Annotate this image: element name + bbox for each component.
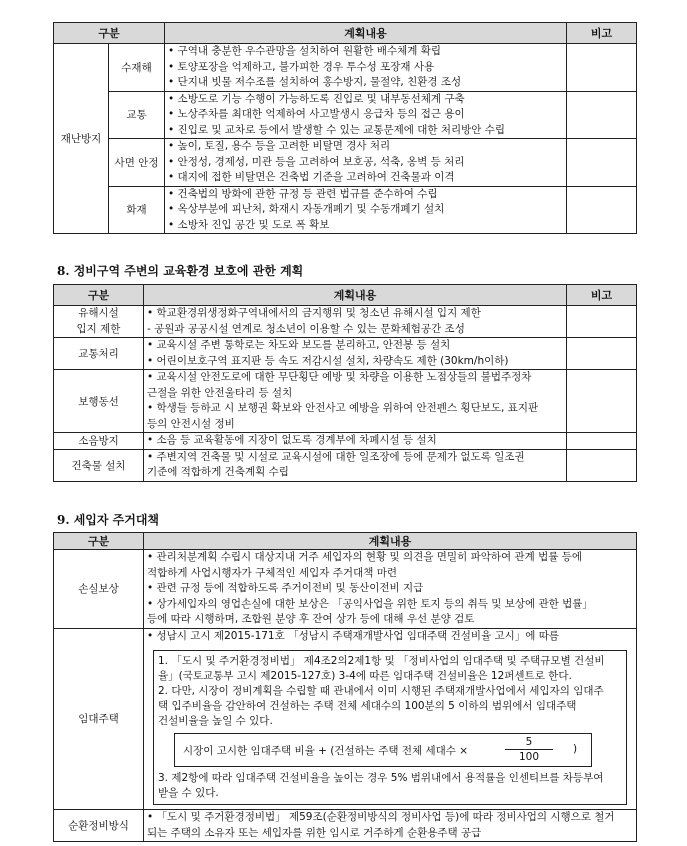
header-category: 구분 — [54, 23, 165, 44]
section-9-title: 9. 세입자 주거대책 — [57, 513, 160, 527]
plan-cell — [144, 810, 637, 842]
plan-line: 적합하게 사업시행자가 구체적인 세입자 주거대책 마련 — [147, 566, 397, 579]
category-cell: 순환정비방식 — [54, 810, 144, 842]
category-cell: 손실보상 — [54, 550, 144, 629]
plan-cell — [144, 433, 567, 450]
plan-line: • 관리처분계획 수립시 대상지내 거주 세입자의 현황 및 의견을 면밀히 파악하여 관계 법률 등에 — [147, 551, 583, 563]
plan-cell — [165, 91, 567, 139]
remarks-cell — [567, 370, 637, 433]
remarks-cell — [567, 139, 637, 187]
category-cell: 교통처리 — [54, 338, 144, 370]
plan-cell — [165, 139, 567, 187]
header-remarks: 비고 — [567, 23, 637, 44]
plan-line: • 「도시 및 주거환경정비법」 제59조(순환정비방식의 정비사업 등)에 따라 정비사업의 시행으로 철거 — [147, 811, 615, 823]
plan-line: • 높이, 토질, 용수 등을 고려한 비탈면 경사 처리 — [168, 140, 391, 152]
remarks-cell — [567, 306, 637, 338]
plan-cell — [165, 186, 567, 234]
plan-line: • 관련 규정 등에 적합하도록 주거이전비 및 동산이전비 지급 — [147, 582, 424, 594]
plan-cell — [144, 306, 567, 338]
plan-line: • 단지내 빗물 저수조를 설치하여 홍수방지, 물절약, 친환경 조성 — [168, 76, 462, 88]
regulation-line: 건설비율을 높일 수 있다. — [158, 715, 273, 727]
header-category: 구분 — [54, 533, 144, 550]
regulation-line: 1. 「도시 및 주거환경정비법」 제4조2의2제1항 및 「정비사업의 임대주택 및 주택규모별 건설비 — [158, 655, 605, 667]
plan-line: • 교육시설 주변 통학로는 차도와 보도를 분리하고, 안전봉 등 설치 — [147, 339, 451, 351]
category-cell: 보행동선 — [54, 370, 144, 433]
category-cell: 소음방지 — [54, 433, 144, 450]
plan-line: • 옥상부분에 피난처, 화재시 자동개폐기 및 수동개폐기 설치 — [168, 203, 445, 215]
plan-cell — [144, 370, 567, 433]
plan-line: 등에 따라 시행하며, 조합원 분양 후 잔여 상가 등에 대해 우선 분양 검토 — [147, 613, 475, 625]
header-remarks: 비고 — [567, 285, 637, 306]
plan-line: • 상가세입자의 영업손실에 대한 보상은 「공익사업을 위한 토지 등의 취득 및 보상에 관한 법률」 — [147, 597, 593, 610]
category-cell: 사면 안정 — [109, 139, 165, 187]
category-cell: 임대주택 — [54, 628, 144, 810]
remarks-cell — [567, 186, 637, 234]
category-cell — [54, 306, 144, 338]
plan-line: • 구역내 충분한 우수관망을 설치하여 원활한 배수체계 확립 — [168, 45, 442, 57]
plan-line: • 토양포장을 억제하고, 불가피한 경우 투수성 포장재 사용 — [168, 60, 435, 73]
formula-text: 시장이 고시한 임대주택 비율 + (건설하는 주택 전체 세대수 × — [183, 745, 469, 757]
regulation-line: 2. 다만, 시장이 정비계획을 수립할 때 관내에서 이미 시행된 주택재개발사업에서 세입자의 임대주 — [158, 685, 604, 697]
remarks-cell — [567, 91, 637, 139]
tenant-housing-table — [53, 532, 637, 842]
plan-line: • 소음 등 교육활동에 지장이 없도록 경계부에 차폐시설 등 설치 — [147, 434, 437, 446]
category-cell: 수재해 — [109, 44, 165, 92]
plan-line: • 학교환경위생정화구역내에서의 금지행위 및 청소년 유해시설 입지 제한 — [147, 307, 481, 319]
remarks-cell — [567, 433, 637, 450]
plan-line: • 소방도로 기능 수행이 가능하도록 진입로 및 내부동선체계 구축 — [168, 92, 465, 105]
header-plan: 계획내용 — [144, 285, 567, 306]
category-cell: 건축물 설치 — [54, 449, 144, 481]
plan-line: 기준에 적합하게 건축계획 수립 — [147, 466, 289, 478]
remarks-cell — [567, 338, 637, 370]
formula-close: ) — [573, 743, 578, 755]
category-cell: 화재 — [109, 186, 165, 234]
category-cell: 교통 — [109, 91, 165, 139]
plan-cell — [165, 44, 567, 92]
plan-line: • 교육시설 안전도로에 대한 무단횡단 예방 및 차량을 이용한 노점상들의 불법주정차 — [147, 371, 532, 383]
section-8-title: 8. 정비구역 주변의 교육환경 보호에 관한 계획 — [57, 264, 304, 278]
regulation-line: 3. 제2항에 따라 임대주택 건설비율을 높이는 경우 5% 범위내에서 용적률을 인센티브를 차등부여 — [158, 772, 604, 784]
plan-cell — [144, 449, 567, 481]
plan-cell — [144, 338, 567, 370]
plan-line: 등의 안전시설 정비 — [147, 417, 235, 430]
header-category: 구분 — [54, 285, 144, 306]
regulation-line: 받을 수 있다. — [158, 787, 219, 799]
plan-line: • 성남시 고시 제2015-171호 「성남시 주택재개발사업 임대주택 건설비율 고시」에 따름 — [147, 629, 560, 642]
regulation-line: 택 입주비율을 감안하여 건설하는 주택 전체 세대수의 100분의 5 이하의 범위에서 임대주택 — [158, 700, 577, 712]
regulation-box — [153, 650, 627, 805]
header-plan: 계획내용 — [165, 23, 567, 44]
plan-cell — [144, 550, 637, 629]
plan-line: • 주변지역 건축물 및 시설로 교육시설에 대한 일조장에 등에 문제가 없도록 일조권 — [147, 450, 525, 463]
plan-line: • 대지에 접한 비탈면은 건축법 기준을 고려하여 건축물과 이격 — [168, 171, 455, 183]
remarks-cell — [567, 44, 637, 92]
plan-line: - 공원과 공공시설 연계로 청소년이 이용할 수 있는 문화체험공간 조성 — [147, 322, 465, 335]
plan-line: • 건축법의 방화에 관한 규정 등 관련 법규를 준수하여 수립 — [168, 187, 438, 200]
fraction-denominator: 100 — [518, 751, 540, 763]
fraction-numerator: 5 — [505, 736, 553, 750]
plan-line: 되는 주택의 소유자 또는 세입자를 위한 임시로 거주하게 순환용주택 공급 — [147, 826, 482, 839]
formula-box — [174, 733, 592, 767]
group-cell: 재난방지 — [54, 44, 109, 234]
plan-cell — [144, 628, 637, 810]
category-line: 입지 제한 — [76, 322, 121, 335]
plan-line: • 안정성, 경제성, 미관 등을 고려하여 보호공, 석축, 옹벽 등 처리 — [168, 155, 465, 168]
plan-line: 근절을 위한 안전울타리 등 설치 — [147, 386, 293, 399]
header-plan: 계획내용 — [144, 533, 637, 550]
plan-line: • 소방차 진입 공간 및 도로 폭 확보 — [168, 218, 330, 231]
disaster-prevention-table — [53, 22, 637, 234]
category-line: 유해시설 — [78, 307, 119, 319]
education-environment-table — [53, 284, 637, 482]
plan-line: • 진입로 및 교차로 등에서 발생할 수 있는 교통문제에 대한 처리방안 수립 — [168, 123, 506, 136]
plan-line: • 노상주차를 최대한 억제하여 사고발생시 응급차 등의 접근 용이 — [168, 108, 465, 120]
remarks-cell — [567, 449, 637, 481]
regulation-line: 율」(국토교통부 고시 제2015-127호) 3-4에 따른 임대주택 건설비율은 12퍼센트로 한다. — [158, 670, 572, 682]
plan-line: • 학생들 등하교 시 보행권 확보와 안전사고 예방을 위하여 안전펜스 횡단보도, 표지판 — [147, 402, 539, 414]
formula-fraction — [505, 736, 553, 764]
plan-line: • 어린이보호구역 표지판 등 속도 저감시설 설치, 차량속도 제한 (30km/h이하) — [147, 354, 509, 367]
